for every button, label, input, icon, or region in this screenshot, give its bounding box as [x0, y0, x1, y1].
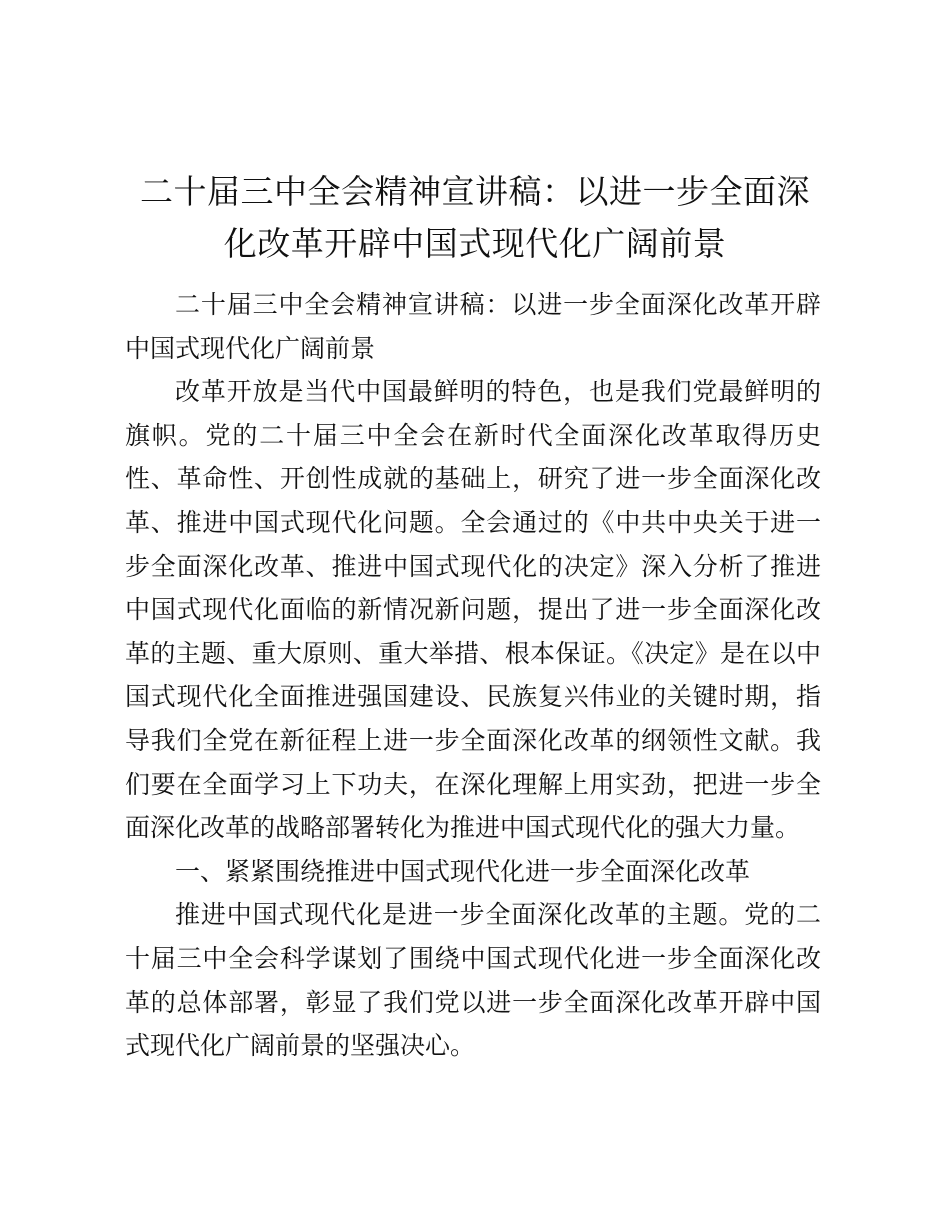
paragraph-intro: 改革开放是当代中国最鲜明的特色，也是我们党最鲜明的旗帜。党的二十届三中全会在新时代全面深化改革取得历史性、革命性、开创性成就的基础上，研究了进一步全面深化改革、推进中国式现代化问题。全会通过的《中共中央关于进一步全面深化改革、推进中国式现代化的决定》深入分析了推进中国式现代化面临的新情况新问题，提出了进一步全面深化改革的主题、重大原则、重大举措、根本保证。《决定》是在以中国式现代化全面推进强国建设、民族复兴伟业的关键时期，指导我们全党在新征程上进一步全面深化改革的纲领性文献。我们要在全面学习上下功夫，在深化理解上用实劲，把进一步全面深化改革的战略部署转化为推进中国式现代化的强大力量。: [125, 377, 821, 843]
paragraph-subtitle: 二十届三中全会精神宣讲稿：以进一步全面深化改革开辟中国式现代化广阔前景: [125, 290, 821, 363]
paragraph-section-1: 推进中国式现代化是进一步全面深化改革的主题。党的二十届三中全会科学谋划了围绕中国式现代化进一步全面深化改革的总体部署，彰显了我们党以进一步全面深化改革开辟中国式现代化广阔前景的坚强决心。: [125, 900, 821, 1061]
section-heading-1: 一、紧紧围绕推进中国式现代化进一步全面深化改革: [175, 856, 751, 886]
document-body: [125, 283, 821, 1068]
document-title: 二十届三中全会精神宣讲稿：以进一步全面深化改革开辟中国式现代化广阔前景: [140, 172, 810, 263]
